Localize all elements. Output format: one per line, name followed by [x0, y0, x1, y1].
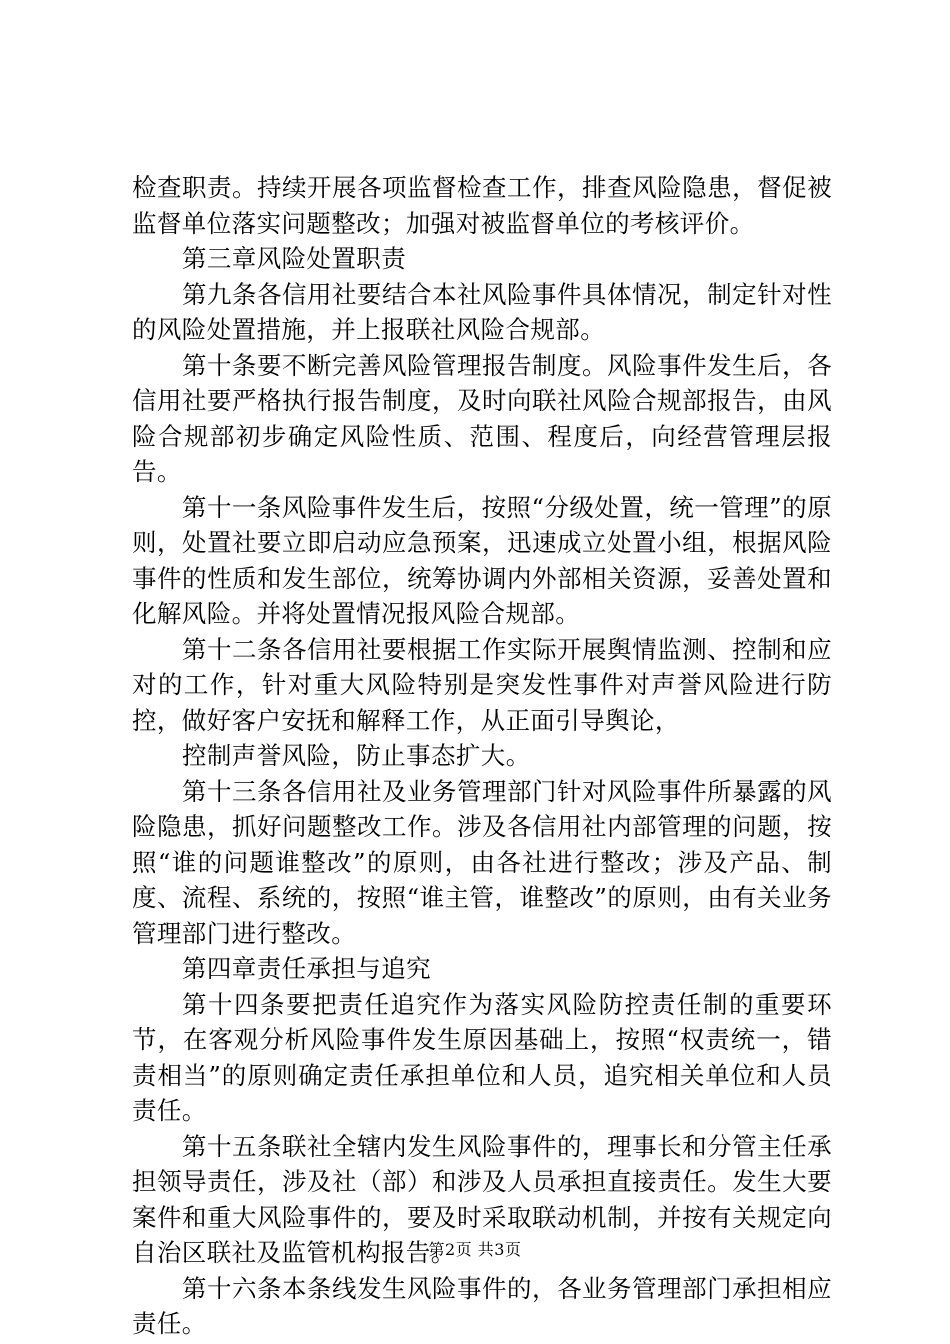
paragraph: 控制声誉风险，防止事态扩大。	[182, 741, 531, 770]
paragraph: 第十四条要把责任追究作为落实风险防控责任制的重要环节，在客观分析风险事件发生原因基础上，按照“权责统一，错责相当”的原则确定责任承担单位和人员，追究相关单位和人员责任。	[132, 989, 832, 1125]
paragraph: 第四章责任承担与追究	[182, 954, 431, 983]
paragraph: 检查职责。持续开展各项监督检查工作，排查风险隐患，督促被监督单位落实问题整改；加强对被监督单位的考核评价。	[132, 173, 832, 238]
paragraph: 第十条要不断完善风险管理报告制度。风险事件发生后，各信用社要严格执行报告制度，及时向联社风险合规部报告，由风险合规部初步确定风险性质、范围、程度后，向经营管理层报告。	[132, 350, 832, 486]
paragraph: 第十三条各信用社及业务管理部门针对风险事件所暴露的风险隐患，抓好问题整改工作。涉及各信用社内部管理的问题，按照“谁的问题谁整改”的原则，由各社进行整改；涉及产品、制度、流程、系统的，按照“谁主管，谁整改”的原则，由有关业务管理部门进行整改。	[132, 776, 832, 948]
page-footer: 第2页 共3页	[428, 1240, 522, 1259]
paragraph: 第十五条联社全辖内发生风险事件的，理事长和分管主任承担领导责任，涉及社（部）和涉及人员承担直接责任。发生大要案件和重大风险事件的，要及时采取联动机制，并按有关规定向自治区联社及监管机构报告。	[132, 1131, 832, 1267]
paragraph: 第九条各信用社要结合本社风险事件具体情况，制定针对性的风险处置措施，并上报联社风险合规部。	[132, 279, 832, 344]
paragraph: 第十一条风险事件发生后，按照“分级处置，统一管理”的原则，处置社要立即启动应急预案，迅速成立处置小组，根据风险事件的性质和发生部位，统筹协调内外部相关资源，妥善处置和化解风险。并将处置情况报风险合规部。	[132, 492, 832, 628]
paragraph: 第十六条本条线发生风险事件的，各业务管理部门承担相应责任。	[132, 1273, 832, 1338]
document-body	[132, 170, 832, 1342]
paragraph: 第十二条各信用社要根据工作实际开展舆情监测、控制和应对的工作，针对重大风险特别是突发性事件对声誉风险进行防控，做好客户安抚和解释工作，从正面引导舆论，	[132, 634, 832, 735]
paragraph: 第三章风险处置职责	[182, 244, 407, 273]
